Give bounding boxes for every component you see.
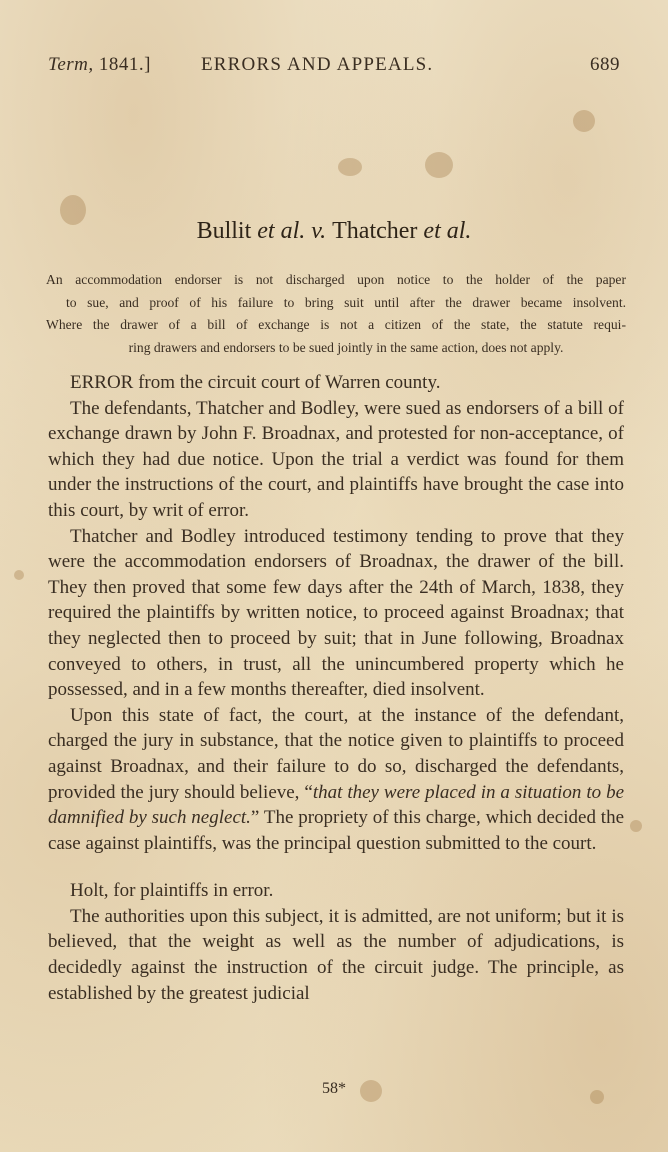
paragraph: Upon this state of fact, the court, at the instance of the defendant, charged the jury in substance, that the notice given to plaintiffs to proceed against Broadnax, and their failure to do so, discharged the defendants, provided the jury should believe, “that they were placed in a situation to be damnified by such neglect.” The propriety of this charge, which decided the case against plaintiffs, was the principal question submitted to the court. — [48, 704, 624, 854]
section-title: ERRORS AND APPEALS. — [201, 54, 434, 75]
term-label: Term, 1841.] — [48, 54, 151, 75]
italic-quote: that they were placed in a situation to be damnified by such neglect. — [48, 781, 624, 829]
opinion-body — [48, 370, 624, 1006]
running-header — [48, 54, 620, 82]
case-title: Bullit et al. v. Thatcher et al. — [196, 218, 472, 244]
paragraph: The defendants, Thatcher and Bodley, were sued as endorsers of a bill of exchange drawn by John F. Broadnax, and protested for non-acceptance, of which they had due notice. Upon the trial a verdict was found for them under the instructions of the court, and plaintiffs have brought the case into this court, by writ of error. — [48, 397, 624, 521]
page-number: 689 — [590, 54, 620, 75]
counsel-line: Holt, for plaintiffs in error. — [70, 880, 274, 902]
headnote-line: ring drawers and endorsers to be sued jointly in the same action, does not apply. — [128, 339, 564, 355]
paragraph: ERROR from the circuit court of Warren county. — [70, 372, 441, 393]
headnote-line: An accommodation endorser is not discharged upon notice to the holder of the paper — [46, 272, 626, 287]
headnote-line: Where the drawer of a bill of exchange is not a citizen of the state, the statute requi- — [46, 317, 626, 332]
headnote — [46, 269, 626, 359]
signature-mark: 58* — [322, 1080, 346, 1097]
paragraph: Thatcher and Bodley introduced testimony tending to prove that they were the accommodation endorsers of Broadnax, the drawer of the bill. They then proved that some few days after the 24th of March, 1838, they required the plaintiffs by written notice, to proceed against Broadnax; that they neglected then to proceed by suit; that in June following, Broadnax conveyed to others, in trust, all the unincumbered property which he possessed, and in a few months thereafter, died insolvent. — [48, 525, 624, 701]
paragraph: The authorities upon this subject, it is admitted, are not uniform; but it is believed, that the weight as well as the number of adjudications, is decidedly against the instruction of the circuit judge. The principle, as established by the greatest judicial — [48, 905, 624, 1004]
headnote-line: to sue, and proof of his failure to bring suit until after the drawer became insolvent. — [66, 294, 626, 310]
